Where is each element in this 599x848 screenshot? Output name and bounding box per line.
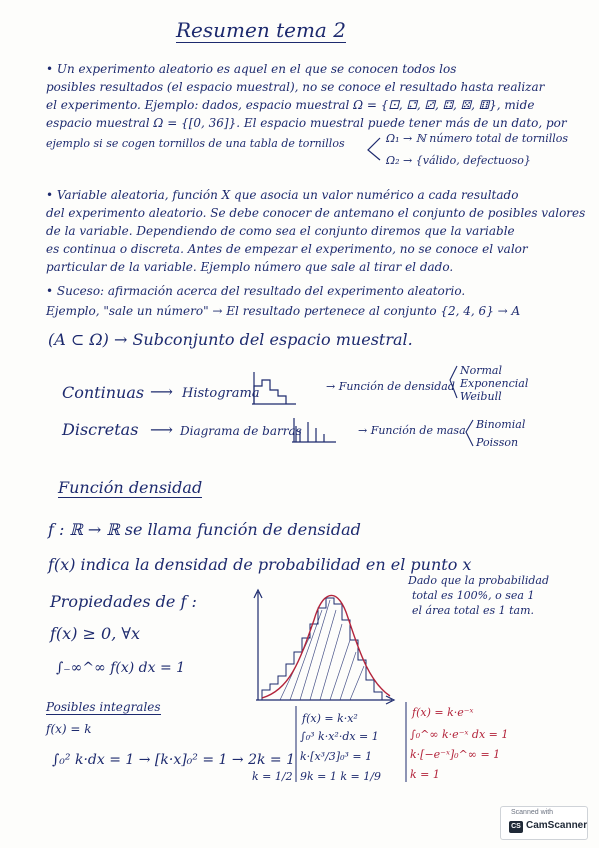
right-calc-4: k = 1	[410, 768, 440, 781]
cont-list-1: Normal	[460, 364, 503, 377]
density-histogram	[262, 598, 382, 700]
exp-line-4: espacio muestral Ω = {[0, 36]}. El espacio muestral puede tener más de un dato, por	[46, 116, 567, 130]
right-calc-2: ∫₀^∞ k·e⁻ˣ dx = 1	[410, 728, 509, 741]
disc-list-2: Poisson	[476, 436, 519, 449]
cont-list-2: Exponencial	[460, 377, 529, 390]
mid-calc-1: f(x) = k·x²	[302, 712, 358, 725]
exp-line-2: posibles resultados (el espacio muestral), no se conoce el resultado hasta realizar	[46, 80, 545, 94]
omega-1: Ω₁ → ℕ número total de tornillos	[386, 132, 569, 145]
cont-list-3: Weibull	[460, 390, 502, 403]
cont-arrow: ⟶	[150, 382, 173, 401]
scanned-with-text: Scanned with	[511, 809, 554, 816]
va-line-2: del experimento aleatorio. Se debe conocer de antemano el conjunto de posibles valores	[46, 206, 586, 220]
omega-2: Ω₂ → {válido, defectuoso}	[386, 154, 531, 167]
fd-ind: f(x) indica la densidad de probabilidad en el punto x	[48, 555, 472, 574]
va-line-3: de la variable. Dependiendo de como sea el conjunto diremos que la variable	[46, 224, 515, 238]
disc-list-1: Binomial	[476, 418, 526, 431]
exp-line-3: el experimento. Ejemplo: dados, espacio muestral Ω = {⚀, ⚁, ⚂, ⚃, ⚄, ⚅}, mide	[46, 98, 535, 112]
page-title: Resumen tema 2	[176, 18, 346, 42]
disc-label: Discretas	[62, 420, 139, 439]
va-line-4: es continua o discreta. Antes de empezar el experimento, no se conoce el valor	[46, 242, 528, 256]
camscanner-logo-icon: CS	[509, 821, 523, 833]
bar-diagram-sketch	[292, 418, 336, 442]
density-curve	[262, 595, 390, 698]
fd-def: f : ℝ → ℝ se llama función de densidad	[48, 520, 361, 539]
mid-calc-2: ∫₀³ k·x²·dx = 1	[300, 730, 379, 743]
right-calc-3: k·[−e⁻ˣ]₀^∞ = 1	[410, 748, 501, 761]
note-3: el área total es 1 tam.	[412, 604, 534, 617]
brace-omega	[368, 138, 380, 160]
subset-line: (A ⊂ Ω) → Subconjunto del espacio muestral.	[48, 330, 413, 349]
right-calc-1: f(x) = k·e⁻ˣ	[412, 706, 474, 719]
note-1: Dado que la probabilidad	[408, 574, 550, 587]
note-2: total es 100%, o sea 1	[412, 589, 535, 602]
prop-integral: ∫₋∞^∞ f(x) dx = 1	[56, 660, 186, 676]
prop-1: f(x) ≥ 0, ∀x	[50, 624, 141, 643]
pos-calc: ∫₀² k·dx = 1 → [k·x]₀² = 1 → 2k = 1	[52, 752, 296, 768]
pos-k: k = 1/2	[252, 770, 293, 783]
disc-to: → Función de masa	[358, 424, 466, 437]
mid-calc-4: 9k = 1 k = 1/9	[300, 770, 381, 783]
disc-arrow: ⟶	[150, 420, 173, 439]
camscanner-badge	[500, 806, 588, 840]
brace-disc	[466, 420, 473, 446]
exp-line-5: ejemplo si se cogen tornillos de una tabla de tornillos	[46, 137, 345, 150]
prop-title: Propiedades de f :	[50, 592, 197, 611]
camscanner-brand: CamScanner	[526, 820, 588, 831]
pos-fx: f(x) = k	[46, 722, 92, 736]
cont-to: → Función de densidad	[326, 380, 455, 393]
suceso-line-1: • Suceso: afirmación acerca del resultado del experimento aleatorio.	[46, 284, 466, 298]
cont-label: Continuas	[62, 383, 145, 402]
va-line-5: particular de la variable. Ejemplo número que sale al tirar el dado.	[46, 260, 454, 274]
disc-mid: Diagrama de barras	[180, 424, 302, 438]
brace-cont	[450, 366, 457, 398]
density-hatch	[280, 600, 364, 700]
exp-line-1: • Un experimento aleatorio es aquel en el que se conocen todos los	[46, 62, 457, 76]
va-line-1: • Variable aleatoria, función X que asocia un valor numérico a cada resultado	[46, 188, 519, 202]
histogram-sketch	[252, 372, 296, 404]
suceso-line-2: Ejemplo, "sale un número" → El resultado pertenece al conjunto {2, 4, 6} → A	[46, 304, 521, 318]
fd-title: Función densidad	[58, 478, 203, 497]
mid-calc-3: k·[x³/3]₀³ = 1	[300, 750, 373, 763]
cont-mid: Histograma	[182, 386, 260, 401]
pos-title: Posibles integrales	[46, 700, 161, 714]
